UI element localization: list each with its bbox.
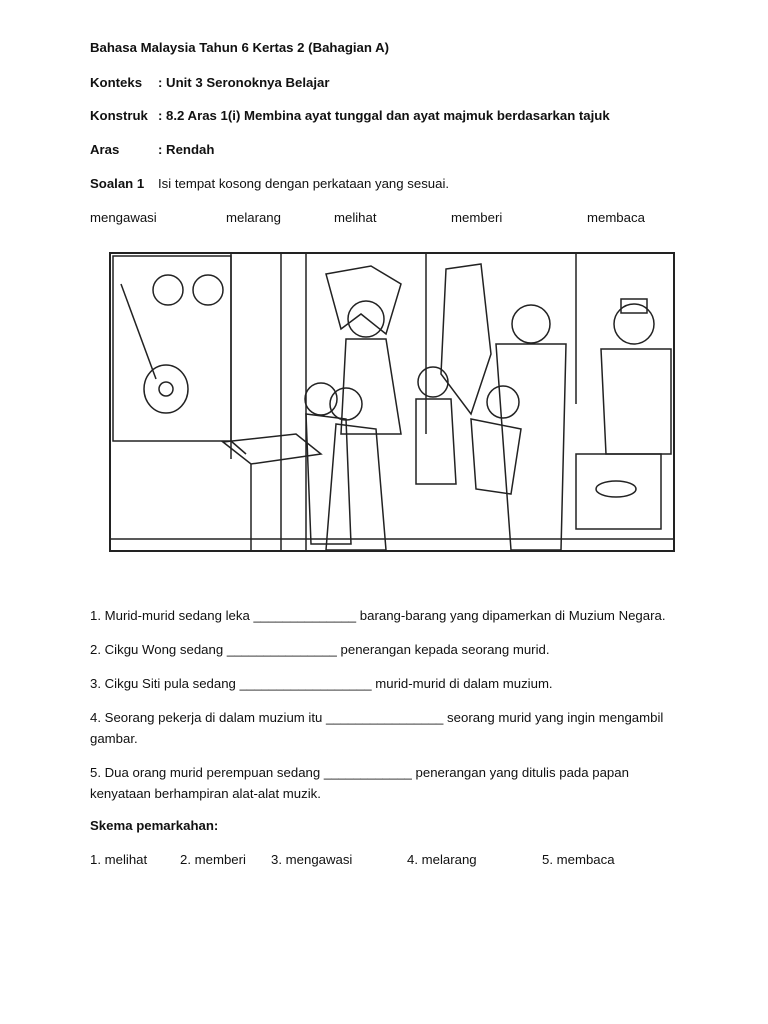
word-bank-item: melihat <box>334 210 377 225</box>
museum-illustration <box>109 252 675 552</box>
item-text-before: 3. Cikgu Siti pula sedang <box>90 676 240 691</box>
museum-scene-drawing <box>111 254 673 550</box>
konstruk-label: Konstruk <box>90 108 148 123</box>
answer-key-item: 2. memberi <box>180 852 246 867</box>
konteks-row <box>90 75 330 90</box>
answer-key-item: 5. membaca <box>542 852 615 867</box>
item-text-after: penerangan yang ditulis pada papan kenyataan berhampiran alat-alat muzik. <box>90 765 629 801</box>
answer-blank[interactable]: ________________ <box>326 710 444 725</box>
item-text-after: barang-barang yang dipamerkan di Muzium Negara. <box>356 608 666 623</box>
question-instruction: Isi tempat kosong dengan perkataan yang sesuai. <box>158 176 450 191</box>
item-text-before: 2. Cikgu Wong sedang <box>90 642 227 657</box>
konteks-value: : Unit 3 Seronoknya Belajar <box>158 75 330 90</box>
worksheet-title: Bahasa Malaysia Tahun 6 Kertas 2 (Bahagian A) <box>90 40 390 55</box>
item-text-after: penerangan kepada seorang murid. <box>336 642 550 657</box>
word-bank-item: mengawasi <box>90 210 157 225</box>
answer-key-title: Skema pemarkahan: <box>90 818 219 833</box>
question-label: Soalan 1 <box>90 176 145 191</box>
answer-key-item: 4. melarang <box>407 852 477 867</box>
question-row <box>90 176 449 191</box>
question-item <box>90 605 690 626</box>
word-bank-item: membaca <box>587 210 645 225</box>
answer-key-item: 1. melihat <box>90 852 148 867</box>
answer-blank[interactable]: _______________ <box>226 642 337 657</box>
item-text-before: 4. Seorang pekerja di dalam muzium itu <box>90 710 327 725</box>
item-text-before: 1. Murid-murid sedang leka <box>90 608 254 623</box>
word-bank-item: melarang <box>226 210 281 225</box>
word-bank-item: memberi <box>451 210 503 225</box>
question-item <box>90 707 690 749</box>
question-item <box>90 639 690 660</box>
konstruk-value: : 8.2 Aras 1(i) Membina ayat tunggal dan ayat majmuk berdasarkan tajuk <box>158 108 610 123</box>
item-text-after: seorang murid yang ingin mengambil gambar. <box>90 710 664 746</box>
answer-blank[interactable]: __________________ <box>239 676 372 691</box>
item-text-before: 5. Dua orang murid perempuan sedang <box>90 765 324 780</box>
answer-blank[interactable]: ______________ <box>253 608 357 623</box>
aras-label: Aras <box>90 142 120 157</box>
aras-value: : Rendah <box>158 142 215 157</box>
konteks-label: Konteks <box>90 75 143 90</box>
question-item <box>90 762 690 804</box>
aras-row <box>90 142 214 157</box>
answer-key-item: 3. mengawasi <box>271 852 353 867</box>
konstruk-row <box>90 108 610 123</box>
item-text-after: murid-murid di dalam muzium. <box>371 676 553 691</box>
answer-blank[interactable]: ____________ <box>323 765 412 780</box>
question-item <box>90 673 690 694</box>
